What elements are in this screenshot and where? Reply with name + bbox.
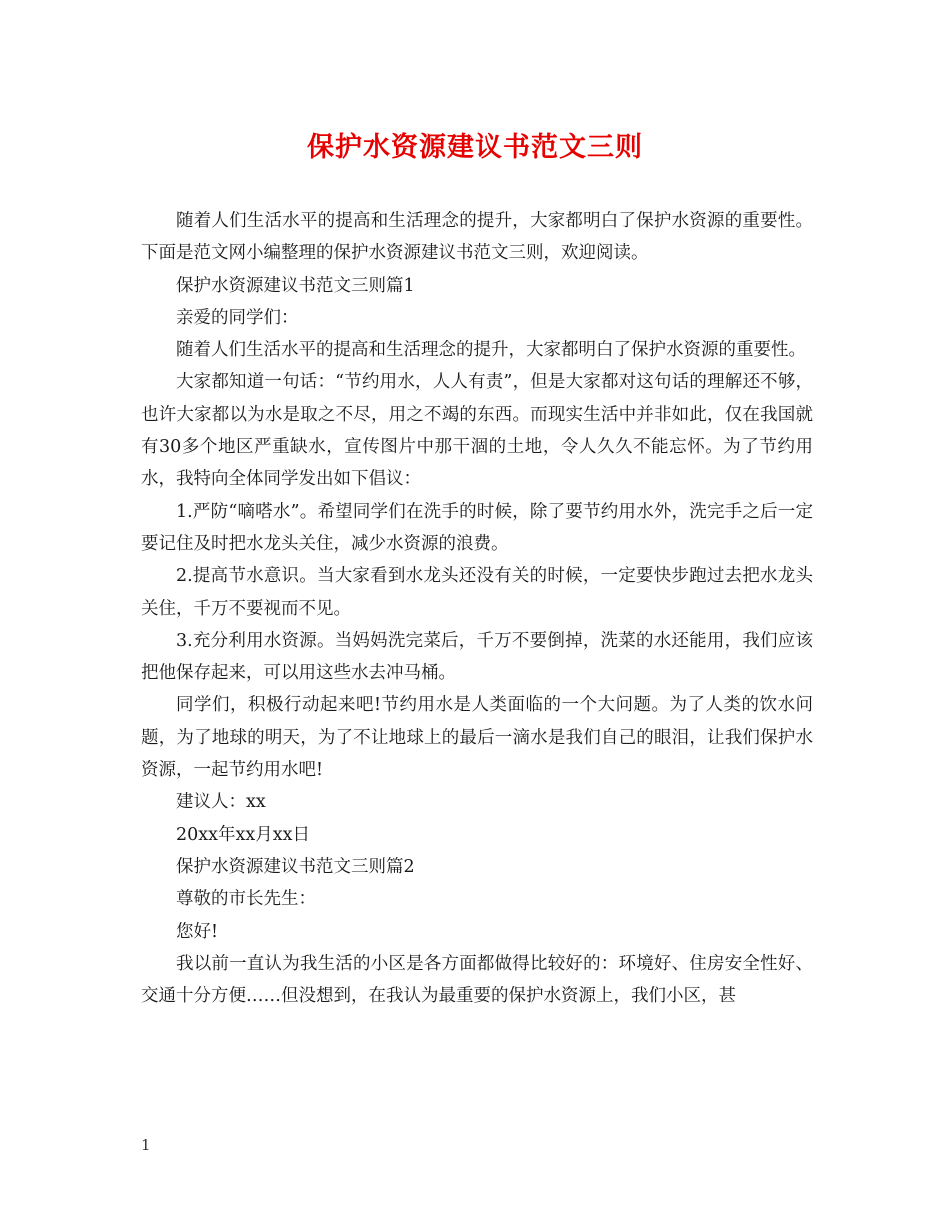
intro-paragraph: 随着人们生活水平的提高和生活理念的提升，大家都明白了保护水资源的重要性。下面是范文网小编整理的保护水资源建议书范文三则，欢迎阅读。 <box>141 211 813 264</box>
date-line: 20xx年xx月xx日 <box>176 824 310 845</box>
page-number: 1 <box>141 1136 151 1154</box>
proposal-item-1: 1.严防“嘀嗒水”。希望同学们在洗手的时候，除了要节约用水外，洗完手之后一定要记住及时把水龙头关住，减少水资源的浪费。 <box>141 501 813 554</box>
body-paragraph: 大家都知道一句话：“节约用水，人人有责”，但是大家都对这句话的理解还不够，也许大家都以为水是取之不尽，用之不竭的东西。而现实生活中并非如此，仅在我国就有30多个地区严重缺水，宣传图片中那干涸的土地，令人久久不能忘怀。为了节约用水，我特向全体同学发出如下倡议： <box>141 372 813 490</box>
document-body <box>141 205 813 1012</box>
section-heading-1: 保护水资源建议书范文三则篇1 <box>176 275 415 296</box>
closing-paragraph: 同学们，积极行动起来吧!节约用水是人类面临的一个大问题。为了人类的饮水问题，为了地球的明天，为了不让地球上的最后一滴水是我们自己的眼泪，让我们保护水资源，一起节约用水吧! <box>141 695 813 781</box>
section-heading-2: 保护水资源建议书范文三则篇2 <box>176 856 415 877</box>
greeting-line: 您好! <box>176 921 219 942</box>
proposal-item-3: 3.充分利用水资源。当妈妈洗完菜后，千万不要倒掉，洗菜的水还能用，我们应该把他保存起来，可以用这些水去冲马桶。 <box>141 630 813 684</box>
salutation-2: 尊敬的市长先生： <box>176 889 316 910</box>
salutation-1: 亲爱的同学们： <box>176 307 299 328</box>
signature-line: 建议人：xx <box>176 792 266 813</box>
proposal-item-2: 2.提高节水意识。当大家看到水龙头还没有关的时候，一定要快步跑过去把水龙头关住，千万不要视而不见。 <box>141 566 813 619</box>
body-paragraph: 我以前一直认为我生活的小区是各方面都做得比较好的：环境好、住房安全性好、交通十分方便……但没想到，在我认为最重要的保护水资源上，我们小区，甚 <box>141 953 813 1007</box>
document-title: 保护水资源建议书范文三则 <box>307 132 643 163</box>
body-paragraph: 随着人们生活水平的提高和生活理念的提升，大家都明白了保护水资源的重要性。 <box>176 340 806 361</box>
